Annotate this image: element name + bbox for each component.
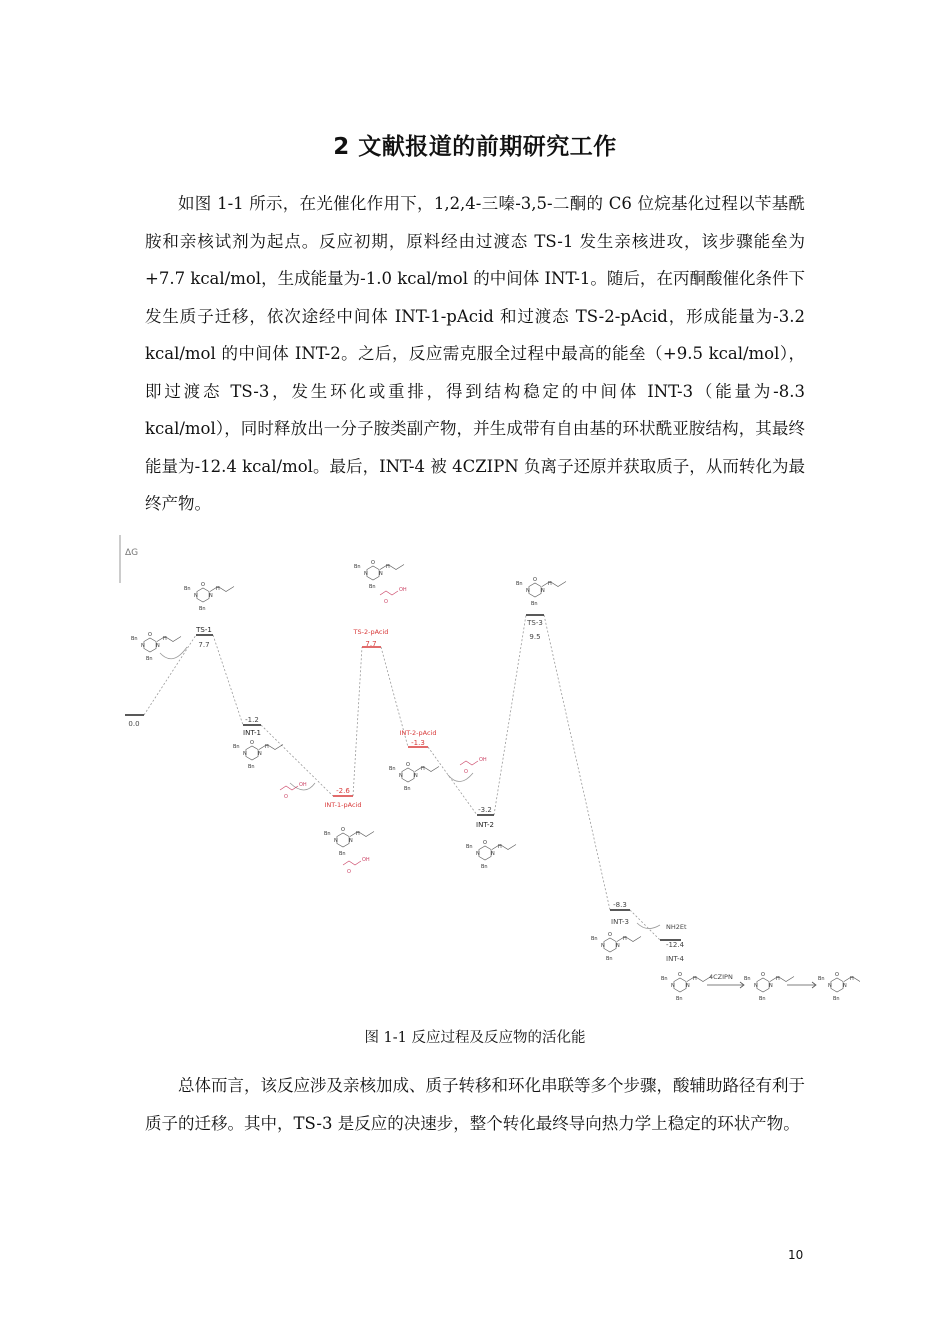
atom-label: N: [476, 851, 480, 857]
atom-label: N: [601, 943, 605, 949]
atom-label: Bn: [146, 656, 153, 662]
atom-label: Bn: [248, 764, 255, 770]
pyruvic-acid-3: [460, 757, 487, 775]
atom-label: Bn: [131, 636, 138, 642]
atom-label: Bn: [354, 564, 361, 570]
atom-label: H: [216, 586, 220, 592]
atom-label: N: [828, 983, 832, 989]
figure-caption: 图 1-1 反应过程及反应物的活化能: [364, 1030, 586, 1046]
atom-label: Bn: [833, 996, 840, 1002]
atom-label: O: [678, 972, 682, 978]
atom-label: Bn: [481, 864, 488, 870]
atom-label: N: [414, 773, 418, 779]
atom-label: N: [349, 838, 353, 844]
atom-label: N: [769, 983, 773, 989]
molecule-start: [131, 632, 181, 662]
level-value-int2: -3.2: [478, 806, 492, 814]
atom-label: O: [384, 599, 388, 605]
atom-label: N: [686, 983, 690, 989]
atom-label: Bn: [199, 606, 206, 612]
level-name-ts1: TS-1: [196, 626, 212, 634]
level-name-int2: INT-2: [476, 821, 494, 829]
atom-label: O: [406, 762, 410, 768]
atom-label: N: [156, 643, 160, 649]
atom-label: H: [623, 936, 627, 942]
atom-label: OH: [299, 782, 307, 788]
atom-label: Bn: [661, 976, 668, 982]
paragraph-1: 如图 1-1 所示，在光催化作用下，1,2,4-三嗪-3,5-二酮的 C6 位烷基化过程以苄基酰胺和亲核试剂为起点。反应初期，原料经由过渡态 TS-1 发生亲核进攻，该步骤能垒为+7.7 kcal/mol，生成能量为-1.0 kcal/mol 的中间体 INT-1。随后，在丙酮酸催化条件下发生质子迁移，依次途经中间体 INT-1-pAcid 和过渡态 TS-2-pAcid，形成能量为-3.2 kcal/mol 的中间体 INT-2。之后，反应需克服全过程中最高的能垒（+9.5 kcal/mol），即过渡态 TS-3，发生环化或重排，得到结构稳定的中间体 INT-3（能量为-8.3 kcal/mol），同时释放出一分子胺类副产物，并生成带有自由基的环状酰亚胺结构，其最终能量为-12.4 kcal/mol。最后，INT-4 被 4CZIPN 负离子还原并获取质子，从而转化为最终产物。: [145, 194, 805, 513]
atom-label: N: [541, 588, 545, 594]
atom-label: N: [616, 943, 620, 949]
atom-label: O: [464, 769, 468, 775]
atom-label: H: [421, 766, 425, 772]
atom-label: OH: [479, 757, 487, 763]
atom-label: N: [243, 751, 247, 757]
atom-label: OH: [362, 857, 370, 863]
atom-label: H: [498, 844, 502, 850]
atom-label: N: [491, 851, 495, 857]
level-name-int3: INT-3: [611, 918, 629, 926]
level-value-0: 0.0: [128, 720, 140, 728]
molecule-product: [818, 972, 860, 1002]
level-name-int4: INT-4: [666, 955, 684, 963]
atom-label: O: [761, 972, 765, 978]
atom-label: N: [258, 751, 262, 757]
atom-label: O: [250, 740, 254, 746]
atom-label: H: [356, 831, 360, 837]
atom-label: H: [776, 976, 780, 982]
pyruvic-acid-4: [343, 857, 370, 875]
atom-label: O: [835, 972, 839, 978]
atom-label: Bn: [516, 581, 523, 587]
atom-label: N: [194, 593, 198, 599]
energy-profile-svg: [115, 535, 860, 1015]
atom-label: O: [371, 560, 375, 566]
page-number: 10: [788, 1248, 804, 1262]
level-value-int2-pacid: -1.3: [411, 739, 425, 747]
atom-label: O: [284, 794, 288, 800]
atom-label: N: [209, 593, 213, 599]
molecule-int3: [591, 932, 641, 962]
molecule-ts2-pacid: [354, 560, 404, 590]
molecule-int2-pacid: [389, 762, 439, 792]
atom-label: H: [693, 976, 697, 982]
atom-label: Bn: [233, 744, 240, 750]
atom-label: O: [341, 827, 345, 833]
level-value-int3: -8.3: [613, 901, 627, 909]
atom-label: O: [201, 582, 205, 588]
level-value-ts3: 9.5: [529, 633, 541, 641]
level-name-int1-pacid: INT-1-pAcid: [324, 801, 362, 809]
atom-label: H: [163, 636, 167, 642]
atom-label: H: [265, 744, 269, 750]
atom-label: N: [754, 983, 758, 989]
atom-label: Bn: [759, 996, 766, 1002]
atom-label: Bn: [389, 766, 396, 772]
atom-label: O: [148, 632, 152, 638]
atom-label: H: [850, 976, 854, 982]
molecule-structures: [131, 560, 860, 1002]
molecule-intermediate: [744, 972, 794, 1002]
energy-profile-figure: [115, 535, 860, 1015]
atom-label: O: [608, 932, 612, 938]
atom-label: Bn: [744, 976, 751, 982]
atom-label: N: [399, 773, 403, 779]
atom-label: N: [843, 983, 847, 989]
atom-label: O: [347, 869, 351, 875]
atom-label: Bn: [591, 936, 598, 942]
atom-label: Bn: [339, 851, 346, 857]
level-value-ts1: 7.7: [198, 641, 210, 649]
atom-label: N: [526, 588, 530, 594]
atom-label: Bn: [324, 831, 331, 837]
atom-label: H: [386, 564, 390, 570]
atom-label: Bn: [676, 996, 683, 1002]
molecule-int1: [233, 740, 283, 770]
atom-label: Bn: [184, 586, 191, 592]
atom-label: OH: [399, 587, 407, 593]
reagent-label: 4CZIPN: [709, 973, 733, 981]
pyruvic-acid-1: [280, 782, 307, 800]
level-name-ts2-pacid: TS-2-pAcid: [353, 628, 389, 636]
pyruvic-acid-2: [380, 587, 407, 605]
axis-label: ΔG: [125, 548, 139, 558]
molecule-int1-pacid: [324, 827, 374, 857]
atom-label: N: [141, 643, 145, 649]
level-value-int1: -1.2: [245, 716, 259, 724]
atom-label: O: [483, 840, 487, 846]
atom-label: Bn: [818, 976, 825, 982]
curved-arrow-4: [637, 923, 660, 929]
level-name-ts3: TS-3: [527, 619, 543, 627]
atom-label: Bn: [369, 584, 376, 590]
molecule-int4: [661, 972, 711, 1002]
atom-label: Bn: [404, 786, 411, 792]
atom-label: Bn: [466, 844, 473, 850]
level-value-int1-pacid: -2.6: [336, 787, 350, 795]
paragraph-2: 总体而言，该反应涉及亲核加成、质子转移和环化串联等多个步骤，酸辅助路径有利于质子的迁移。其中，TS-3 是反应的决速步，整个转化最终导向热力学上稳定的环状产物。: [145, 1076, 805, 1133]
atom-label: O: [533, 577, 537, 583]
atom-label: N: [671, 983, 675, 989]
section-heading: 2 文献报道的前期研究工作: [333, 134, 617, 160]
atom-label: H: [548, 581, 552, 587]
molecule-ts3: [516, 577, 566, 607]
atom-label: N: [334, 838, 338, 844]
molecule-ts1: [184, 582, 234, 612]
atom-label: Bn: [531, 601, 538, 607]
atom-label: N: [364, 571, 368, 577]
level-name-int1: INT-1: [243, 729, 261, 737]
level-name-int2-pacid: INT-2-pAcid: [399, 729, 437, 737]
atom-label: Bn: [606, 956, 613, 962]
level-value-ts2-pacid: 7.7: [365, 640, 377, 648]
byproduct-label: NH2Et: [666, 923, 687, 931]
atom-label: N: [379, 571, 383, 577]
curved-arrow-1: [160, 647, 187, 659]
level-value-int4: -12.4: [665, 941, 685, 949]
molecule-int2: [466, 840, 516, 870]
